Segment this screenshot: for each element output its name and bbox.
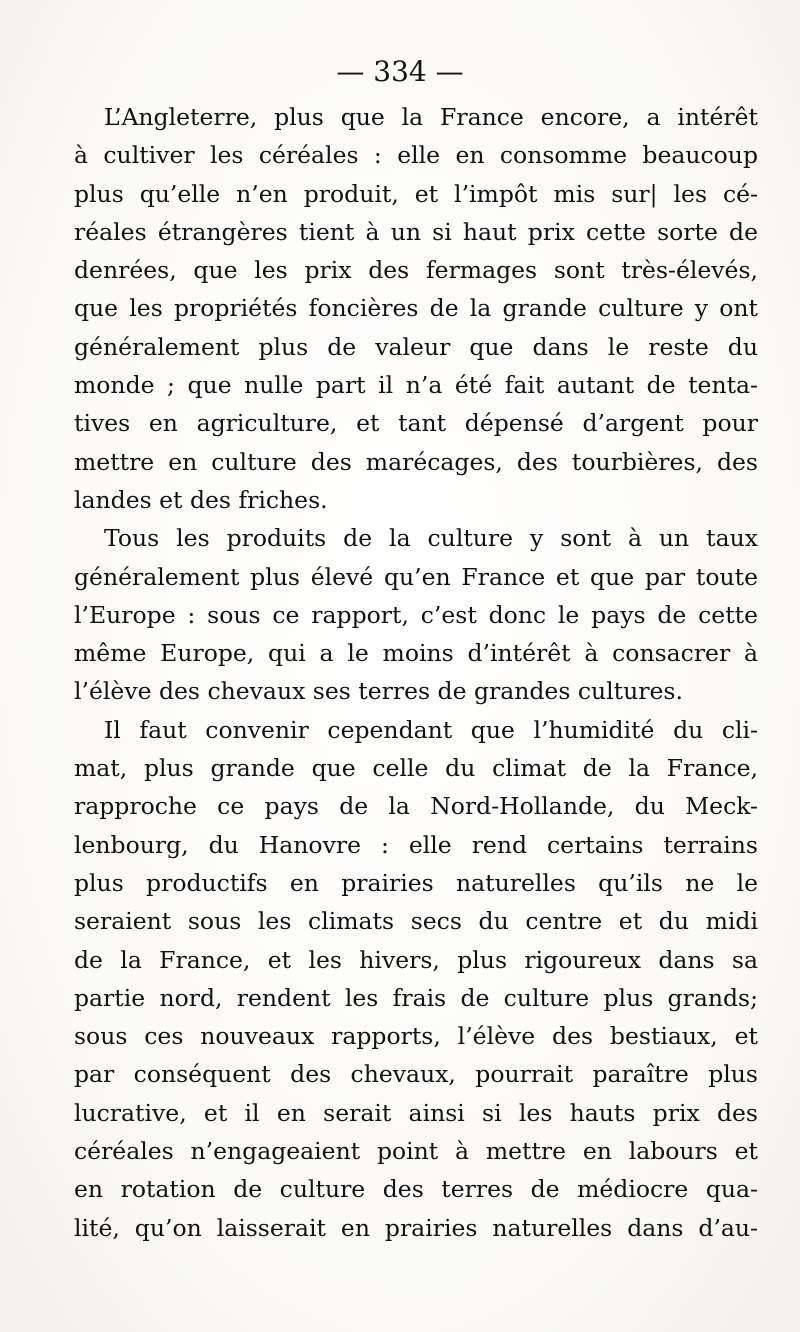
text-line: plus qu’elle n’en produit, et l’impôt mis sur| les cé- [74,179,758,208]
text-line: mettre en culture des marécages, des tourbières, des [74,447,758,476]
text-line: sous ces nouveaux rapports, l’élève des bestiaux, et [74,1022,758,1051]
text-line: seraient sous les climats secs du centre et du midi [74,907,758,936]
text-line: lucrative, et il en serait ainsi si les hauts prix des [74,1098,758,1127]
text-line: généralement plus élevé qu’en France et que par toute [74,562,758,591]
text-line: même Europe, qui a le moins d’intérêt à consacrer à [74,639,758,668]
text-line: tives en agriculture, et tant dépensé d’argent pour [74,409,758,438]
text-line: réales étrangères tient à un si haut prix cette sorte de [74,217,758,246]
paragraph [74,98,758,519]
text-line: céréales n’engageaient point à mettre en labours et [74,1137,758,1166]
text-line: rapproche ce pays de la Nord-Hollande, du Meck- [74,792,758,821]
text-line: en rotation de culture des terres de médiocre qua- [74,1175,758,1204]
text-line: lité, qu’on laisserait en prairies naturelles dans d’au- [74,1213,758,1242]
text-line: l’élève des chevaux ses terres de grandes cultures. [74,677,683,706]
text-line: Tous les produits de la culture y sont à un taux [104,524,758,553]
text-line: denrées, que les prix des fermages sont très-élevés, [74,256,758,285]
text-line: landes et des friches. [74,485,328,514]
text-line: généralement plus de valeur que dans le reste du [74,332,758,361]
text-line: partie nord, rendent les frais de culture plus grands; [74,983,758,1012]
text-line: par conséquent des chevaux, pourrait paraître plus [74,1060,758,1089]
paragraph [74,711,758,1247]
text-line: L’Angleterre, plus que la France encore, a intérêt [104,103,758,131]
text-line: plus productifs en prairies naturelles qu’ils ne le [74,868,758,897]
text-line: de la France, et les hivers, plus rigoureux dans sa [74,945,758,974]
text-line: à cultiver les céréales : elle en consomme beaucoup [74,141,758,170]
page-number: — 334 — [336,55,464,88]
text-line: mat, plus grande que celle du climat de la France, [74,754,758,783]
text-line: monde ; que nulle part il n’a été fait autant de tenta- [74,371,758,400]
text-line: l’Europe : sous ce rapport, c’est donc le pays de cette [74,600,758,629]
text-line: que les propriétés foncières de la grande culture y ont [74,294,758,323]
text-line: Il faut convenir cependant que l’humidité du cli- [104,715,758,744]
body-text [74,98,758,1247]
text-line: lenbourg, du Hanovre : elle rend certains terrains [74,830,758,859]
paragraph [74,519,758,710]
